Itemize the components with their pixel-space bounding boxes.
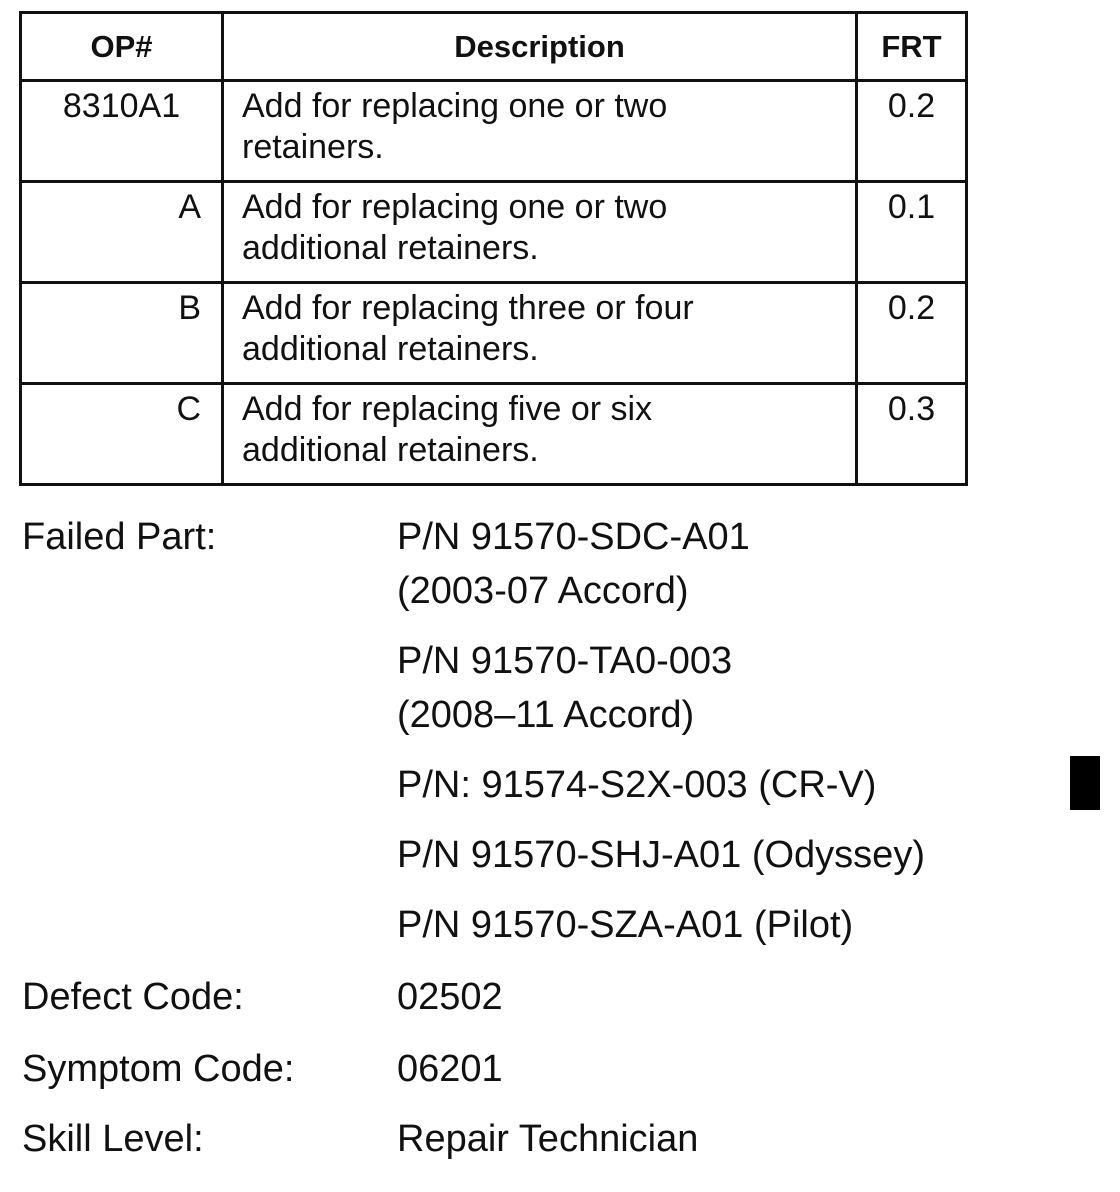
failed-part-label: Failed Part: [22,516,217,558]
table-row [21,384,967,485]
frt-cell: 0.2 [857,283,967,384]
part-number: P/N: 91574-S2X-003 (CR-V) [397,764,877,806]
skill-level-label: Skill Level: [22,1118,204,1160]
header-frt: FRT [857,13,967,81]
op-cell: B [21,283,223,384]
header-op: OP# [21,13,223,81]
frt-cell: 0.3 [857,384,967,485]
defect-code-value: 02502 [397,976,503,1018]
header-description: Description [223,13,857,81]
table-row [21,283,967,384]
op-cell: A [21,182,223,283]
op-cell: C [21,384,223,485]
description-cell [223,182,857,283]
symptom-code-value: 06201 [397,1048,503,1090]
skill-level-value: Repair Technician [397,1118,699,1160]
op-cell: 8310A1 [21,81,223,182]
description-line: additional retainers. [242,431,539,469]
table-row [21,182,967,283]
part-model: (2008–11 Accord) [397,694,695,736]
operations-table [19,11,968,486]
description-line: retainers. [242,128,384,166]
table-row [21,81,967,182]
part-number: P/N 91570-SZA-A01 (Pilot) [397,904,854,946]
frt-cell: 0.1 [857,182,967,283]
page-edge-marker [1070,756,1100,810]
description-line: additional retainers. [242,229,539,267]
part-number: P/N 91570-TA0-003 [397,640,733,682]
defect-code-label: Defect Code: [22,976,244,1018]
description-line: Add for replacing three or four [242,289,694,327]
description-line: additional retainers. [242,330,539,368]
description-cell [223,81,857,182]
description-line: Add for replacing one or two [242,87,668,125]
description-line: Add for replacing one or two [242,188,668,226]
frt-cell: 0.2 [857,81,967,182]
table-header-row [21,13,967,81]
description-cell [223,384,857,485]
description-line: Add for replacing five or six [242,390,653,428]
symptom-code-label: Symptom Code: [22,1048,295,1090]
description-cell [223,283,857,384]
part-number: P/N 91570-SDC-A01 [397,516,750,558]
part-number: P/N 91570-SHJ-A01 (Odyssey) [397,834,925,876]
part-model: (2003-07 Accord) [397,570,689,612]
